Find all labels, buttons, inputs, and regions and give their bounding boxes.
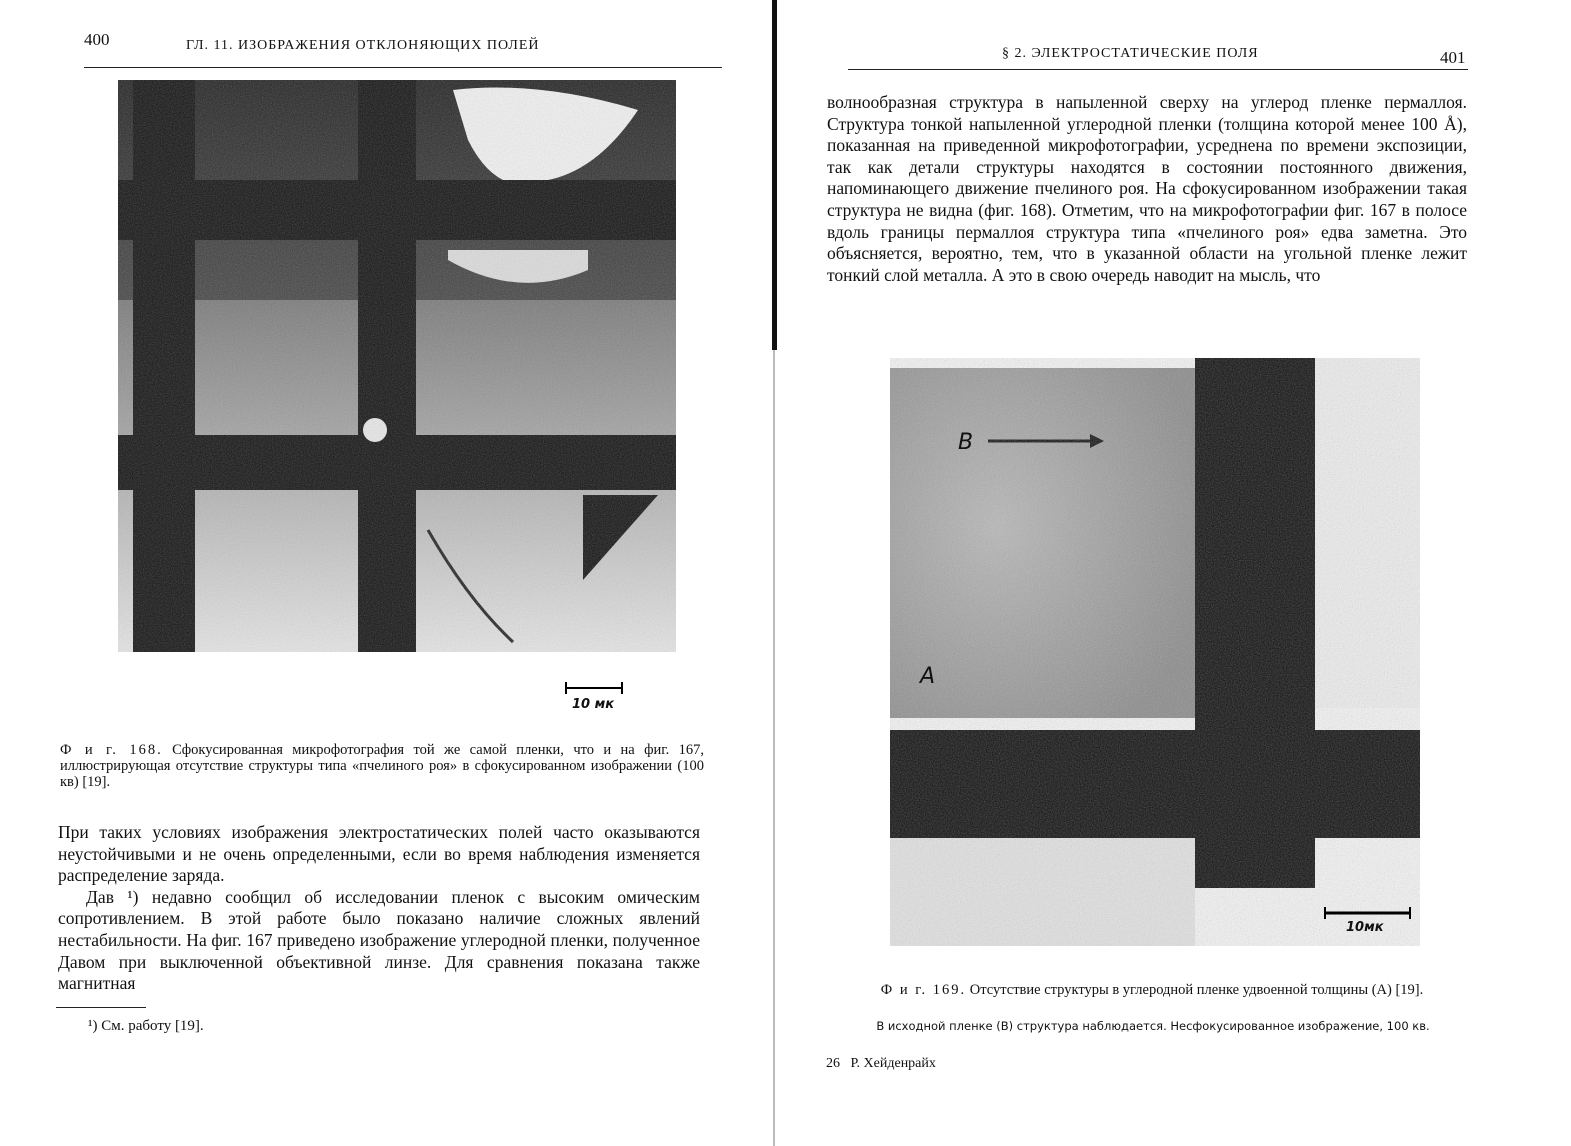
header-rule bbox=[84, 67, 722, 68]
label-a: A bbox=[920, 664, 936, 689]
caption-label: Ф и г. 169. bbox=[880, 982, 967, 998]
page-number: 400 bbox=[84, 30, 110, 49]
paragraph: волнообразная структура в напыленной сверху на углерод пленке пермаллоя. Структура тонкой напыленной углеродной пленки (толщина которой менее 100 Å), показанная на приведенной микрофотографии, усреднена по времени экспозиции, так как детали структуры находятся в состоянии постоянного движения, напоминающего движение пчелиного роя. На сфокусированном изображении такая структура не видна (фиг. 168). Отметим, что на микрофотографии фиг. 167 в полосе вдоль границы пермаллоя структура типа «пчелиного роя» едва заметна. Это объясняется, вероятно, тем, что в указанной области на угольной пленке лежит тонкий слой металла. А это в свою очередь наводит на мысль, что bbox=[827, 92, 1467, 285]
figure-168-caption bbox=[60, 742, 704, 790]
page-number: 401 bbox=[1440, 48, 1466, 67]
footnote-rule bbox=[56, 1007, 146, 1008]
paragraph: Дав ¹) недавно сообщил об исследовании пленок с высоким омическим сопротивлением. В этой работе было показано наличие сложных явлений нестабильности. На фиг. 167 приведено изображение углеродной пленки, полученное Давом при выключенной объективной линзе. Для сравнения показана также магнитная bbox=[58, 886, 700, 994]
header-rule bbox=[848, 69, 1468, 70]
figure-169-note: В исходной пленке (В) структура наблюдается. Несфокусированное изображение, 100 кв. bbox=[876, 1019, 1430, 1033]
scale-bar-168 bbox=[565, 681, 625, 695]
right-page bbox=[780, 0, 1571, 1146]
signature-author: Р. Хейденрайх bbox=[850, 1056, 936, 1071]
caption-label: Ф и г. 168. bbox=[60, 742, 163, 758]
scale-label-169: 10мк bbox=[1346, 920, 1384, 935]
signature-mark bbox=[826, 1056, 936, 1072]
caption-text: Отсутствие структуры в углеродной пленке удвоенной толщины (А) [19]. bbox=[969, 982, 1424, 998]
left-page bbox=[0, 0, 770, 1146]
label-b: B bbox=[958, 430, 974, 455]
book-spine bbox=[772, 0, 777, 350]
caption-text: Сфокусированная микрофотография той же самой пленки, что и на фиг. 167, иллюстрирующая отсутствие структуры типа «пчелиного роя» в сфокусированном изображении (100 кв) [19]. bbox=[60, 742, 704, 790]
right-body-text bbox=[827, 92, 1467, 286]
running-head: § 2. ЭЛЕКТРОСТАТИЧЕСКИЕ ПОЛЯ bbox=[1002, 46, 1259, 61]
signature-number: 26 bbox=[826, 1056, 840, 1071]
left-body-text bbox=[58, 822, 700, 995]
figure-169-caption bbox=[852, 982, 1452, 998]
scale-bar-169 bbox=[1324, 906, 1414, 920]
paragraph: При таких условиях изображения электростатических полей часто оказываются неустойчивыми и не очень определенными, если во время наблюдения изменяется распределение заряда. bbox=[58, 822, 700, 886]
running-head: ГЛ. 11. ИЗОБРАЖЕНИЯ ОТКЛОНЯЮЩИХ ПОЛЕЙ bbox=[186, 38, 540, 53]
scale-label-168: 10 мк bbox=[572, 697, 615, 712]
book-gutter bbox=[773, 350, 775, 1146]
footnote: ¹) См. работу [19]. bbox=[88, 1018, 204, 1034]
micrograph-fig-168 bbox=[118, 80, 676, 652]
